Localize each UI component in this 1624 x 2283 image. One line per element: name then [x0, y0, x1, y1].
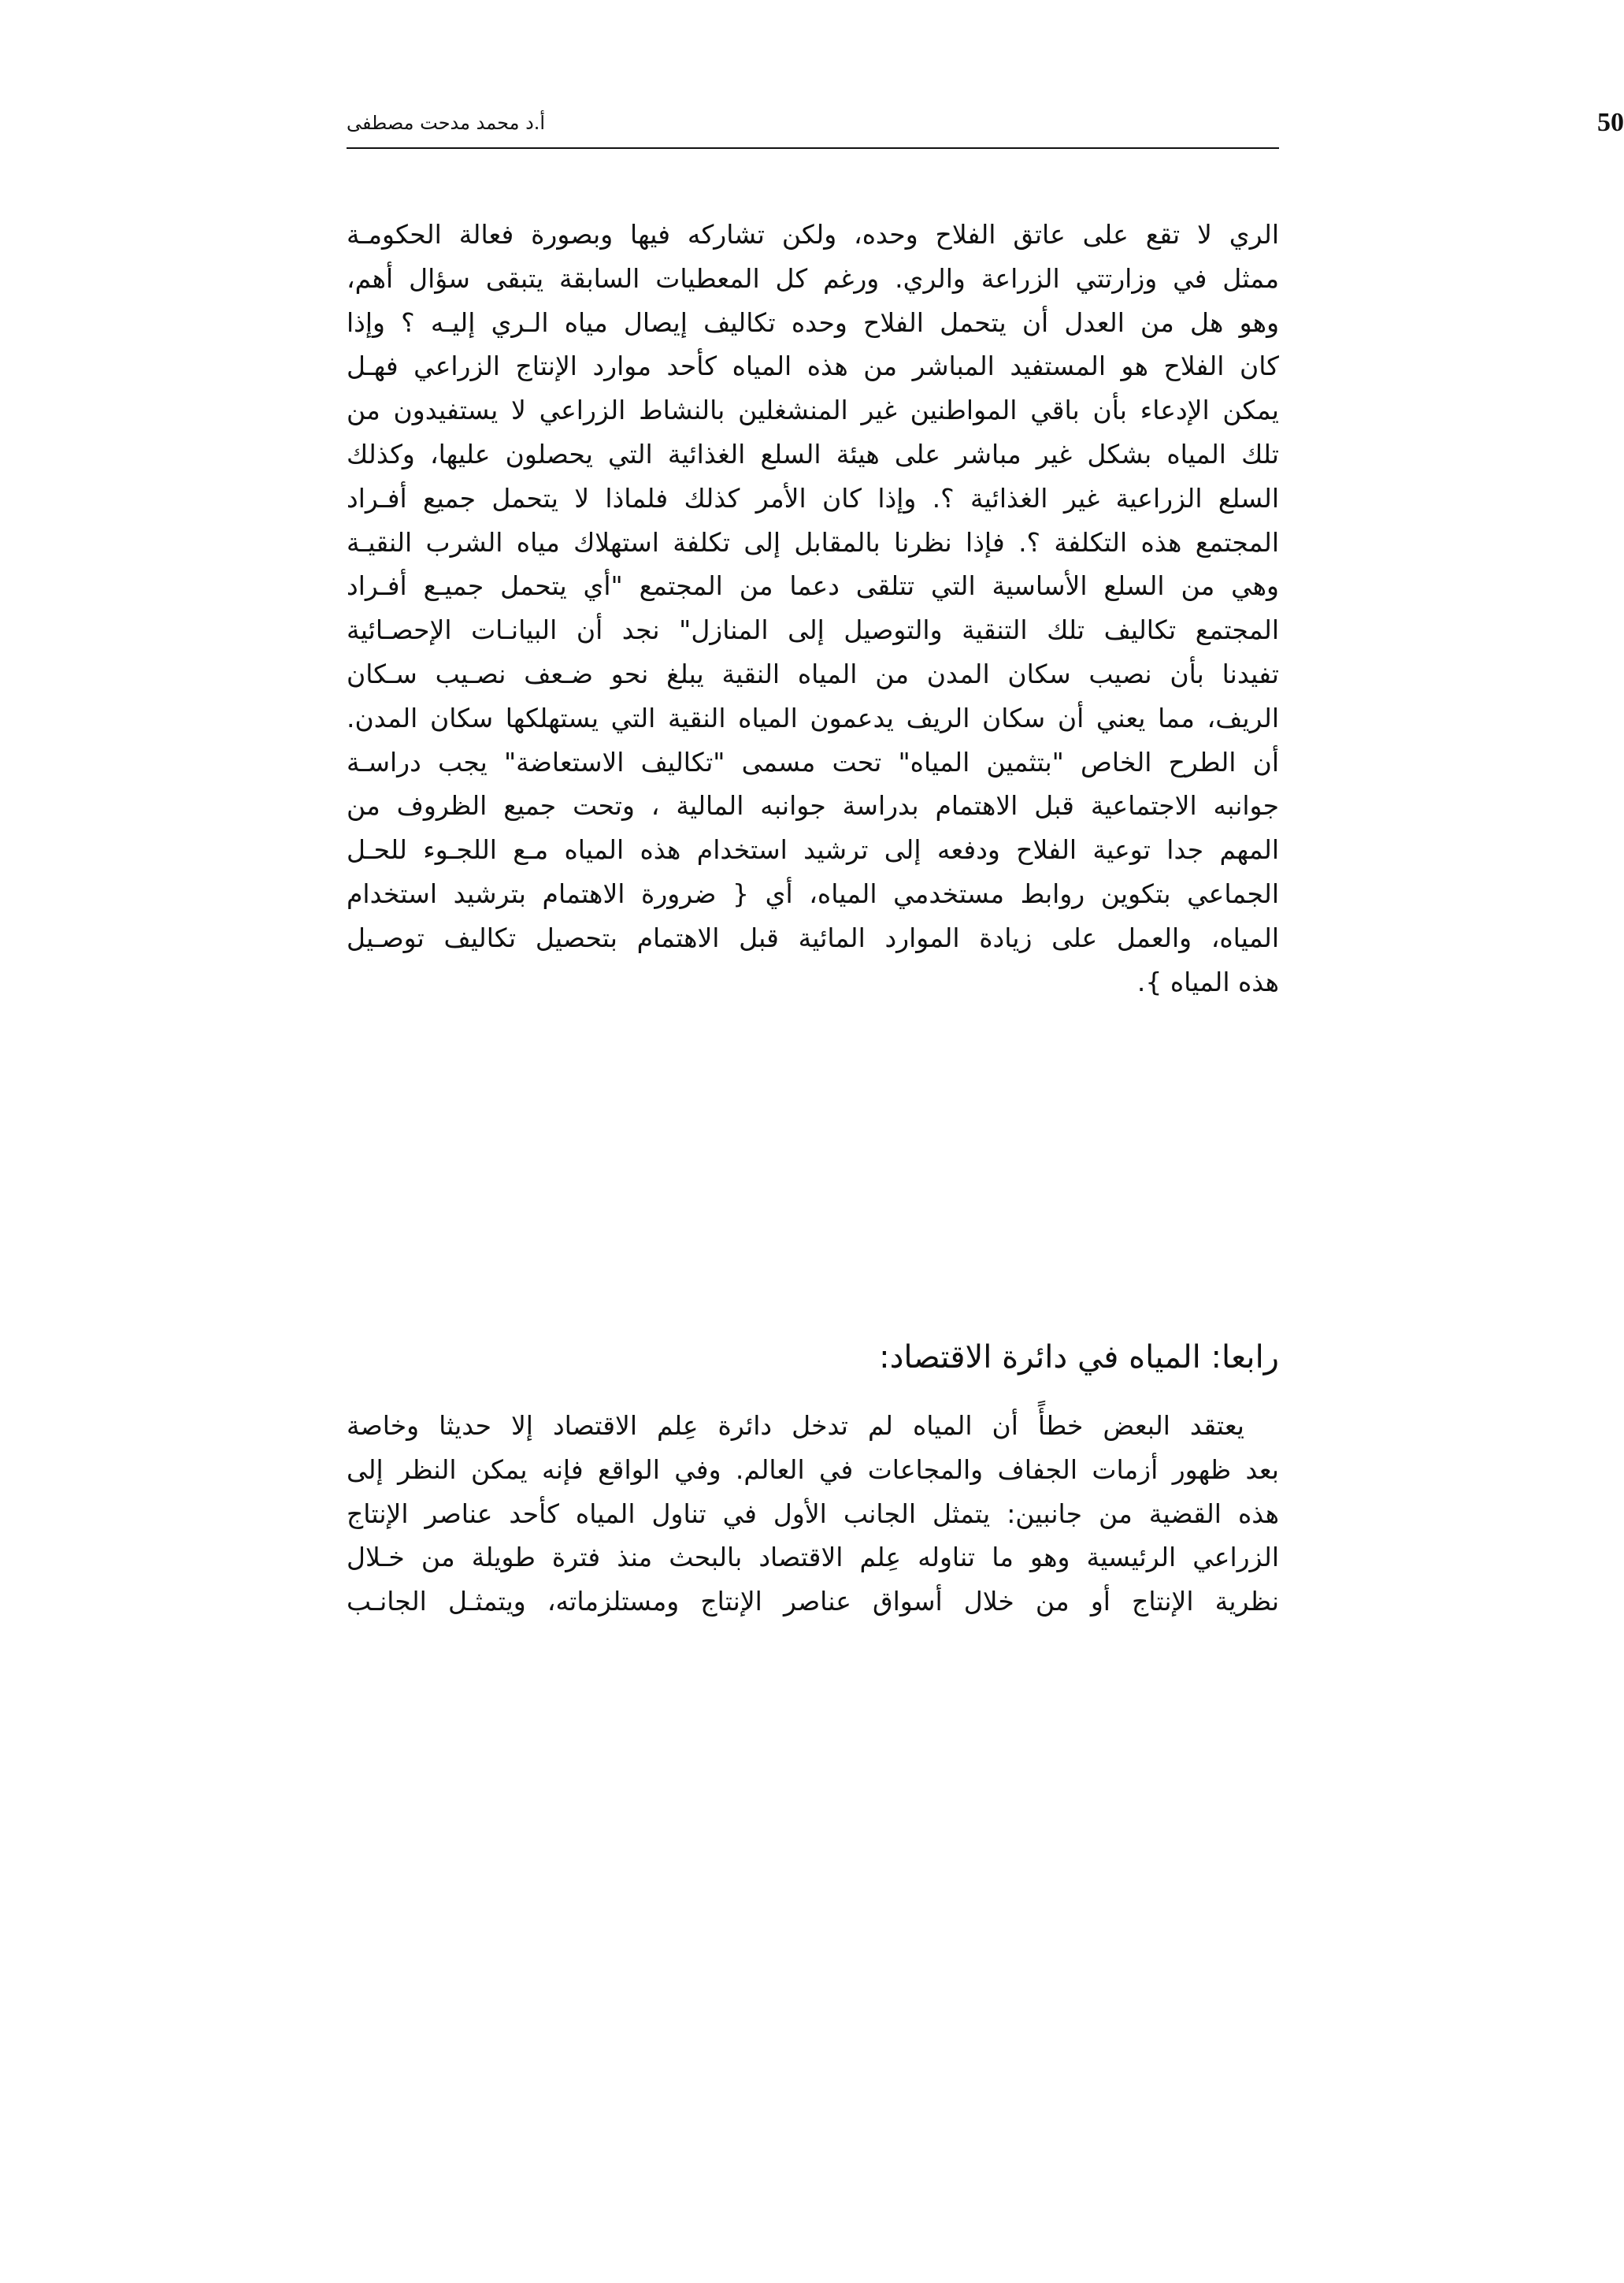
page-header	[347, 104, 1624, 148]
paragraph-line: المهم جدا توعية الفلاح ودفعه إلى ترشيد استخدام هذه المياه مـع اللجـوء للحـل	[347, 834, 1279, 866]
paragraph-line: نظرية الإنتاج أو من خلال أسواق عناصر الإنتاج ومستلزماته، ويتمثـل الجانـب	[347, 1586, 1279, 1617]
paragraph-line: أن الطرح الخاص "بتثمين المياه" تحت مسمى "تكاليف الاستعاضة" يجب دراسـة	[347, 746, 1279, 778]
paragraph-line: كان الفلاح هو المستفيد المباشر من هذه المياه كأحد موارد الإنتاج الزراعي فهـل	[347, 351, 1279, 382]
body-paragraph	[347, 213, 1279, 1004]
paragraph-line: يمكن الإدعاء بأن باقي المواطنين غير المنشغلين بالنشاط الزراعي لا يستفيدون من	[347, 395, 1279, 426]
section-paragraph	[347, 1404, 1279, 1624]
paragraph-line: وهو هل من العدل أن يتحمل الفلاح وحده تكاليف إيصال مياه الـري إليـه ؟ وإذا	[347, 306, 1279, 338]
paragraph-line: هذه القضية من جانبين: يتمثل الجانب الأول في تناول المياه كأحد عناصر الإنتاج	[347, 1498, 1279, 1529]
paragraph-line: الري لا تقع على عاتق الفلاح وحده، ولكن تشاركه فيها وبصورة فعالة الحكومـة	[347, 219, 1279, 250]
paragraph-line: هذه المياه }.	[1136, 966, 1279, 997]
paragraph-line: تفيدنا بأن نصيب سكان المدن من المياه النقية يبلغ نحو ضـعف نصـيب سـكان	[347, 658, 1279, 689]
paragraph-line: وهي من السلع الأساسية التي تتلقى دعما من المجتمع "أي يتحمل جميـع أفـراد	[347, 570, 1279, 602]
paragraph-line: المياه، والعمل على زيادة الموارد المائية قبل الاهتمام بتحصيل تكاليف توصـيل	[347, 922, 1279, 953]
paragraph-line: الجماعي بتكوين روابط مستخدمي المياه، أي { ضرورة الاهتمام بترشيد استخدام	[347, 878, 1279, 909]
paragraph-line: المجتمع تكاليف تلك التنقية والتوصيل إلى المنازل" نجد أن البيانـات الإحصـائية	[347, 614, 1279, 646]
paragraph-line: جوانبه الاجتماعية قبل الاهتمام بدراسة جوانبه المالية ، وتحت جميع الظروف من	[347, 790, 1279, 822]
paragraph-line: السلع الزراعية غير الغذائية ؟. وإذا كان الأمر كذلك فلماذا لا يتحمل جميع أفـراد	[347, 482, 1279, 514]
running-header-author: أ.د محمد مدحت مصطفى	[347, 112, 546, 134]
paragraph-line: الزراعي الرئيسية وهو ما تناوله عِلم الاقتصاد بالبحث منذ فترة طويلة من خـلال	[347, 1542, 1279, 1573]
paragraph-line: الريف، مما يعني أن سكان الريف يدعمون المياه النقية التي يستهلكها سكان المدن.	[347, 702, 1279, 733]
paragraph-line: المجتمع هذه التكلفة ؟. فإذا نظرنا بالمقابل إلى تكلفة استهلاك مياه الشرب النقيـة	[347, 526, 1279, 558]
paragraph-line: بعد ظهور أزمات الجفاف والمجاعات في العالم. وفي الواقع فإنه يمكن النظر إلى	[347, 1453, 1279, 1485]
paragraph-line: يعتقد البعض خطأً أن المياه لم تدخل دائرة عِلم الاقتصاد إلا حديثا وخاصة	[347, 1410, 1244, 1441]
page-number: 50	[1597, 108, 1624, 137]
paragraph-line: تلك المياه بشكل غير مباشر على هيئة السلع الغذائية التي يحصلون عليها، وكذلك	[347, 438, 1279, 470]
paragraph-line: ممثل في وزارتتي الزراعة والري. ورغم كل المعطيات السابقة يتبقى سؤال أهم،	[347, 262, 1279, 294]
section-heading: رابعا: المياه في دائرة الاقتصاد:	[879, 1339, 1279, 1375]
header-divider	[347, 147, 1279, 149]
